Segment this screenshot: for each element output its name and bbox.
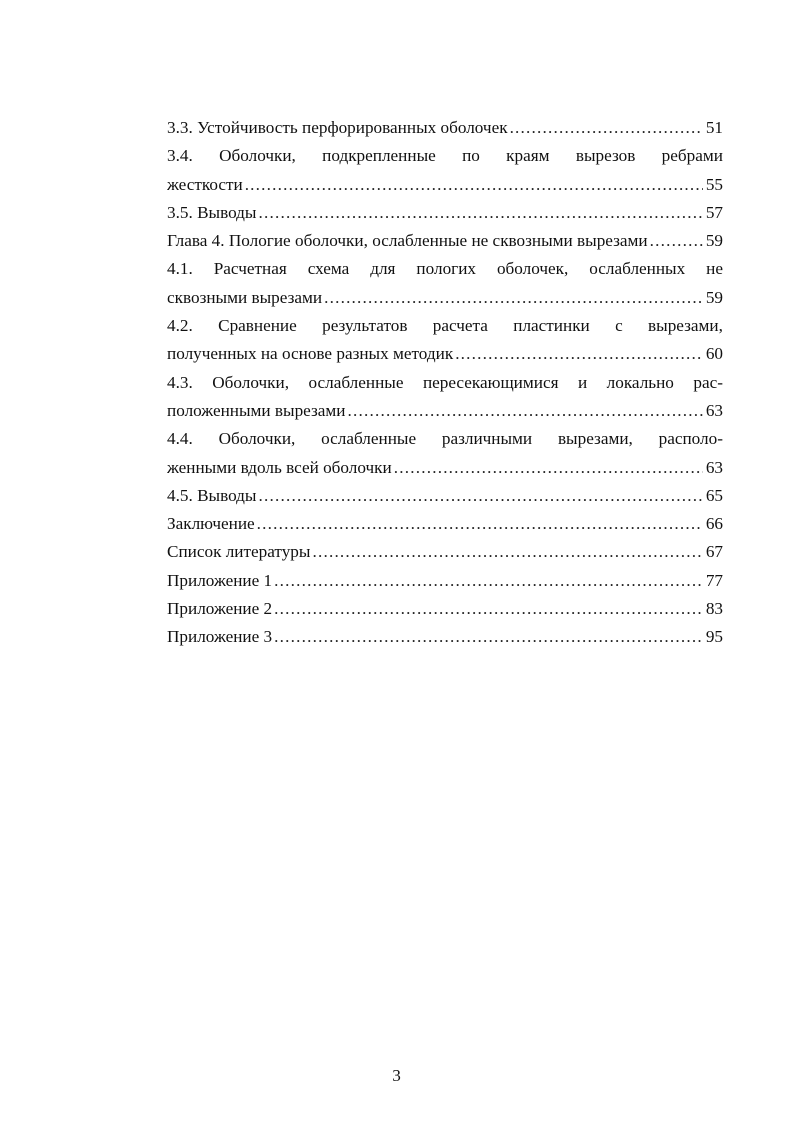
toc-entry	[167, 538, 723, 566]
toc-entry-page: 59	[705, 287, 723, 307]
toc-entry-title: положенными вырезами	[167, 400, 346, 420]
toc-entry-word: и	[577, 372, 588, 392]
toc-entry	[167, 567, 723, 595]
toc-entry-page: 83	[705, 599, 723, 619]
toc-entry-word: подкрепленные	[322, 146, 436, 166]
toc-entry-page: 77	[705, 570, 723, 590]
toc-entry	[167, 482, 723, 510]
toc-entry	[167, 425, 723, 453]
toc-entry	[167, 312, 723, 340]
toc-entry-page: 65	[705, 485, 723, 505]
toc-entry-title: Заключение	[167, 514, 255, 534]
toc-entry-word: пологих	[416, 259, 476, 279]
toc-entry-word: пересекающимися	[422, 372, 559, 392]
toc-entry-word: 4.4.	[167, 429, 193, 449]
toc-entry-word: оболочек,	[496, 259, 569, 279]
toc-entry-page: 51	[705, 118, 723, 137]
toc-entry-title: 4.5. Выводы	[167, 485, 257, 505]
toc-entry-page: 63	[705, 457, 723, 477]
toc-entry-title: сквозными вырезами	[167, 287, 323, 307]
toc-entry-title: Глава 4. Пологие оболочки, ослабленные не сквозными вырезами	[167, 231, 648, 251]
toc-entry-word: ослабленных	[589, 259, 686, 279]
toc-dot-leader	[455, 340, 703, 368]
toc-entry	[167, 199, 723, 227]
toc-dot-leader	[258, 199, 702, 227]
toc-entry-word: Сравнение	[218, 316, 297, 336]
toc-entry-page: 63	[705, 400, 723, 420]
toc-entry-word: для	[370, 259, 396, 279]
toc-entry-word: вырезов	[575, 146, 636, 166]
toc-entry-page: 59	[705, 231, 723, 251]
toc-entry	[167, 284, 723, 312]
toc-dot-leader	[324, 284, 703, 312]
toc-entry	[167, 255, 723, 283]
toc-entry-word: краям	[506, 146, 550, 166]
toc-entry-title: женными вдоль всей оболочки	[167, 457, 392, 477]
table-of-contents	[167, 114, 723, 652]
toc-entry-title: Список литературы	[167, 542, 311, 562]
toc-entry-word: с	[615, 316, 623, 336]
toc-entry	[167, 340, 723, 368]
toc-entry-title: Приложение 1	[167, 570, 273, 590]
toc-entry-word: локально	[606, 372, 674, 392]
toc-entry-page: 95	[705, 627, 723, 647]
toc-entry-title: 3.3. Устойчивость перфорированных оболочек	[167, 118, 508, 137]
toc-entry-word: Оболочки,	[218, 429, 296, 449]
toc-dot-leader	[394, 454, 703, 482]
toc-entry-title: 3.5. Выводы	[167, 202, 257, 222]
toc-entry-word: схема	[307, 259, 350, 279]
toc-entry-page: 60	[705, 344, 723, 364]
toc-entry-page: 67	[705, 542, 723, 562]
toc-entry-word: результатов	[322, 316, 408, 336]
toc-entry-word: Оболочки,	[219, 146, 296, 166]
toc-entry	[167, 623, 723, 651]
toc-entry-word: Расчетная	[213, 259, 287, 279]
toc-entry	[167, 397, 723, 425]
toc-entry-word: ослабленные	[321, 429, 417, 449]
toc-entry-word: по	[462, 146, 480, 166]
toc-dot-leader	[510, 114, 703, 142]
toc-entry-word: Оболочки,	[212, 372, 290, 392]
toc-entry	[167, 114, 723, 142]
toc-dot-leader	[348, 397, 703, 425]
toc-entry-word: вырезами,	[648, 316, 723, 336]
toc-entry-word: вырезами,	[557, 429, 633, 449]
page-number: 3	[392, 1066, 401, 1085]
toc-entry-title: Приложение 2	[167, 599, 273, 619]
toc-entry-word: 4.1.	[167, 259, 193, 279]
toc-entry-title: Приложение 3	[167, 627, 273, 647]
toc-entry-title: жесткости	[167, 174, 243, 194]
toc-entry	[167, 142, 723, 170]
toc-entry	[167, 510, 723, 538]
toc-entry-word: расчета	[432, 316, 488, 336]
toc-entry	[167, 454, 723, 482]
toc-dot-leader	[274, 623, 703, 651]
toc-dot-leader	[650, 227, 703, 255]
toc-entry-word: рас-	[693, 372, 723, 392]
toc-entry-page: 66	[705, 514, 723, 534]
toc-dot-leader	[274, 567, 703, 595]
toc-dot-leader	[312, 538, 702, 566]
toc-entry	[167, 595, 723, 623]
toc-entry-word: 3.4.	[167, 146, 193, 166]
toc-entry-word: располо-	[658, 429, 723, 449]
toc-entry-word: 4.2.	[167, 316, 193, 336]
toc-entry-word: пластинки	[513, 316, 590, 336]
toc-entry	[167, 227, 723, 255]
toc-entry-word: различными	[441, 429, 533, 449]
toc-entry	[167, 369, 723, 397]
toc-entry-word: ослабленные	[308, 372, 404, 392]
toc-entry-page: 57	[705, 202, 723, 222]
toc-dot-leader	[274, 595, 703, 623]
toc-entry	[167, 171, 723, 199]
toc-dot-leader	[258, 482, 702, 510]
toc-entry-word: не	[706, 259, 723, 279]
toc-entry-word: ребрами	[661, 146, 723, 166]
toc-entry-title: полученных на основе разных методик	[167, 344, 454, 364]
toc-entry-word: 4.3.	[167, 372, 193, 392]
toc-dot-leader	[257, 510, 703, 538]
toc-dot-leader	[245, 171, 703, 199]
toc-entry-page: 55	[705, 174, 723, 194]
